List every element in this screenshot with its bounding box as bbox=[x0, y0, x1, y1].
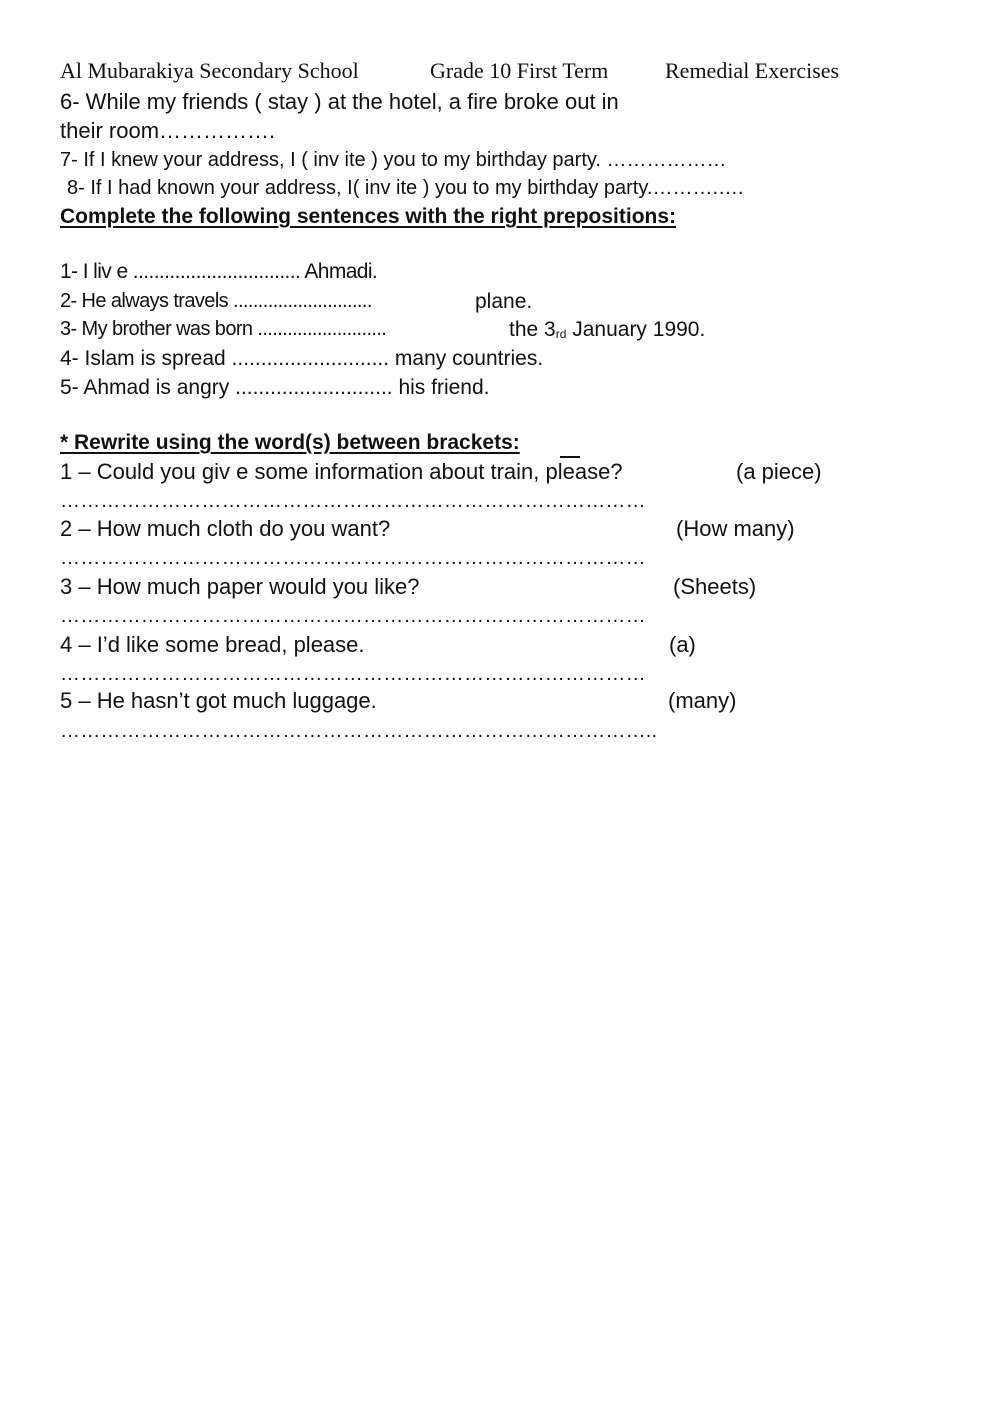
question-8: 8- If I had known your address, I( inv ite ) you to my birthday party.……….…. bbox=[67, 177, 744, 199]
rewrite-item-3 bbox=[60, 576, 940, 600]
rewrite-item-2-cue: (How many) bbox=[676, 516, 795, 541]
preposition-item-2-end: plane. bbox=[475, 290, 533, 313]
preposition-item-3-date-post: January 1990. bbox=[566, 318, 706, 341]
rewrite-heading-underline-extension bbox=[560, 456, 580, 458]
rewrite-item-1-cue: (a piece) bbox=[736, 459, 822, 484]
rewrite-heading: * Rewrite using the word(s) between brackets: bbox=[60, 431, 520, 454]
rewrite-item-5 bbox=[60, 690, 940, 714]
preposition-item-3-start: 3- My brother was born .......................... bbox=[60, 318, 387, 340]
rewrite-item-3-cue: (Sheets) bbox=[673, 574, 757, 599]
question-6-line-1: 6- While my friends ( stay ) at the hotel, a fire broke out in bbox=[60, 89, 619, 114]
ordinal-suffix: rd bbox=[555, 327, 567, 341]
rewrite-item-4 bbox=[60, 634, 940, 658]
question-7: 7- If I knew your address, I ( inv ite ) you to my birthday party. ……………… bbox=[60, 149, 727, 171]
rewrite-item-3-answer-line: …………………………………………………………………………… bbox=[60, 605, 646, 627]
rewrite-item-1 bbox=[60, 461, 940, 485]
preposition-item-2-start: 2- He always travels ............................ bbox=[60, 290, 372, 312]
worksheet-header bbox=[0, 60, 994, 84]
preposition-item-3-end bbox=[509, 319, 705, 340]
rewrite-item-2-answer-line: …………………………………………………………………………… bbox=[60, 547, 646, 569]
rewrite-item-5-cue: (many) bbox=[668, 688, 737, 713]
preposition-item-4: 4- Islam is spread ........................... many countries. bbox=[60, 347, 544, 370]
rewrite-item-4-sentence: 4 – I’d like some bread, please. bbox=[60, 632, 365, 657]
rewrite-item-1-answer-line: …………………………………………………………………………… bbox=[60, 490, 646, 512]
rewrite-item-3-sentence: 3 – How much paper would you like? bbox=[60, 574, 420, 599]
question-6-line-2: their room……………. bbox=[60, 118, 276, 143]
worksheet-title: Remedial Exercises bbox=[665, 58, 840, 83]
preposition-item-2 bbox=[60, 291, 660, 313]
rewrite-item-4-answer-line: …………………………………………………………………………… bbox=[60, 663, 646, 685]
grade-term: Grade 10 First Term bbox=[430, 58, 609, 83]
rewrite-item-5-answer-line: …………………………………………………………………………….. bbox=[60, 720, 658, 742]
preposition-item-5: 5- Ahmad is angry ........................... his friend. bbox=[60, 376, 490, 399]
rewrite-item-1-sentence: 1 – Could you giv e some information about train, please? bbox=[60, 459, 623, 484]
preposition-item-3 bbox=[60, 319, 820, 341]
preposition-item-1: 1- I liv e ................................ Ahmadi. bbox=[60, 260, 378, 283]
preposition-item-3-date-pre: the 3 bbox=[509, 318, 556, 341]
school-name: Al Mubarakiya Secondary School bbox=[60, 58, 359, 83]
prepositions-heading: Complete the following sentences with the right prepositions: bbox=[60, 205, 677, 228]
rewrite-item-4-cue: (a) bbox=[669, 632, 696, 657]
rewrite-item-2 bbox=[60, 518, 940, 542]
rewrite-item-2-sentence: 2 – How much cloth do you want? bbox=[60, 516, 391, 541]
rewrite-item-5-sentence: 5 – He hasn’t got much luggage. bbox=[60, 688, 377, 713]
